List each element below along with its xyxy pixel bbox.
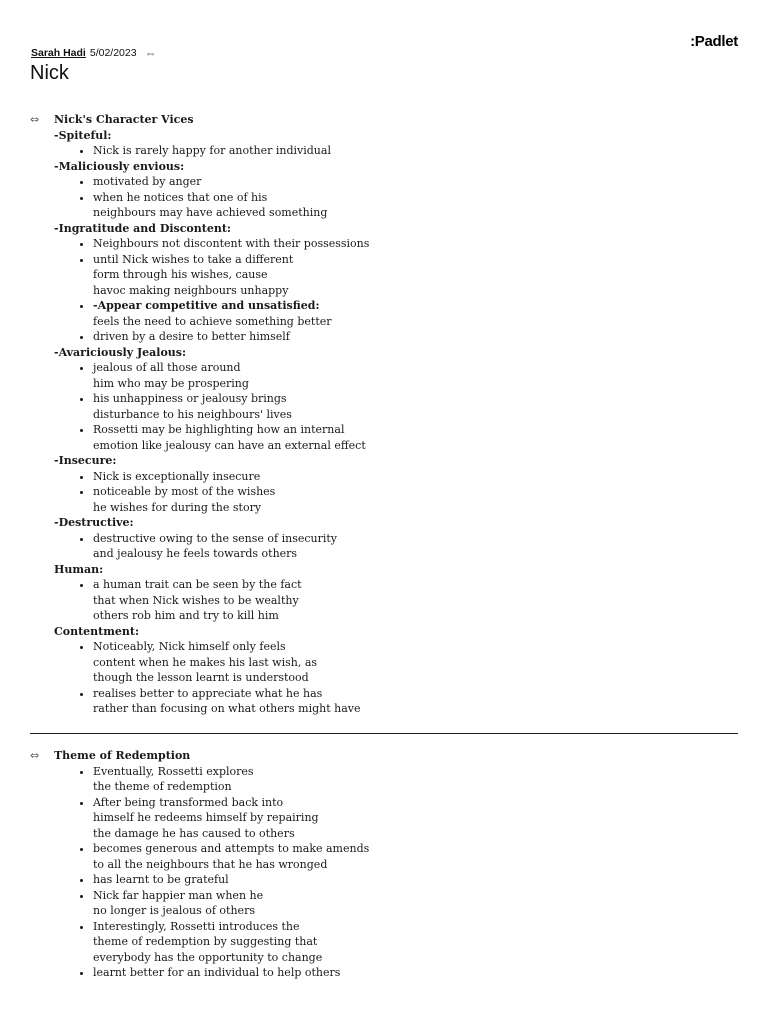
padlet-logo[interactable]: :Padlet	[690, 33, 738, 50]
section-label: Human:	[54, 562, 104, 576]
post-sections	[54, 128, 738, 717]
list-item: • Rossetti may be highlighting how an internal emotion like jealousy can have an external effect	[93, 422, 738, 453]
post-body	[54, 748, 738, 981]
post-character-vices	[30, 112, 738, 717]
bullet-list	[54, 360, 738, 453]
list-item: • until Nick wishes to take a different form through his wishes, cause havoc making neighbours unhappy	[93, 252, 738, 299]
post-heading: Nick's Character Vices	[54, 113, 194, 126]
page-title: Nick	[30, 62, 69, 84]
list-item: • destructive owing to the sense of insecurity and jealousy he feels towards others	[93, 531, 738, 562]
list-item: • Nick far happier man when he no longer is jealous of others	[93, 888, 738, 919]
list-item: • learnt better for an individual to help others	[93, 965, 738, 981]
list-item: • Interestingly, Rossetti introduces the theme of redemption by suggesting that everybody has the opportunity to change	[93, 919, 738, 966]
list-item: • Neighbours not discontent with their possessions	[93, 236, 738, 252]
list-item: • has learnt to be grateful	[93, 872, 738, 888]
list-item: • a human trait can be seen by the fact that when Nick wishes to be wealthy others rob him and try to kill him	[93, 577, 738, 624]
list-item: • Nick is rarely happy for another individual	[93, 143, 738, 159]
bullet-list	[54, 236, 738, 345]
bullet-list	[54, 639, 738, 717]
section-label: -Destructive:	[54, 516, 134, 529]
list-item: • becomes generous and attempts to make amends to all the neighbours that he has wronged	[93, 841, 738, 872]
list-item: • his unhappiness or jealousy brings disturbance to his neighbours' lives	[93, 391, 738, 422]
bullet-list	[54, 469, 738, 516]
list-item-emphasis: -Appear competitive and unsatisfied:	[93, 299, 320, 312]
post-date: 5/02/2023	[89, 47, 137, 59]
list-item: • jealous of all those around him who may be prospering	[93, 360, 738, 391]
list-item: • After being transformed back into himself he redeems himself by repairing the damage he has caused to others	[93, 795, 738, 842]
section-label: -Avariciously Jealous:	[54, 345, 187, 359]
post-meta	[31, 46, 157, 60]
list-item: • motivated by anger	[93, 174, 738, 190]
link-icon[interactable]: ⇔	[30, 113, 40, 126]
section-label: -Ingratitude and Discontent:	[54, 221, 231, 235]
post-body	[54, 112, 738, 717]
list-item: • Noticeably, Nick himself only feels content when he makes his last wish, as though the lesson learnt is understood	[93, 639, 738, 686]
list-item	[93, 298, 738, 329]
list-item: • driven by a desire to better himself	[93, 329, 738, 345]
link-icon[interactable]: ⇔	[30, 749, 40, 762]
bullet-list	[54, 143, 738, 159]
list-item: • Nick is exceptionally insecure	[93, 469, 738, 485]
divider	[30, 733, 738, 734]
list-item: • realises better to appreciate what he has rather than focusing on what others might have	[93, 686, 738, 717]
bullet-list	[54, 174, 738, 221]
list-item: • Eventually, Rossetti explores the theme of redemption	[93, 764, 738, 795]
bullet-list	[54, 531, 738, 562]
section-label: -Maliciously envious:	[54, 159, 185, 173]
bullet-list	[54, 764, 738, 981]
section-label: -Insecure:	[54, 454, 117, 467]
section-label: -Spiteful:	[54, 128, 112, 142]
bullet-list	[54, 577, 738, 624]
list-item: • when he notices that one of his neighbours may have achieved something	[93, 190, 738, 221]
section-label: Contentment:	[54, 624, 140, 638]
link-icon[interactable]: ⇔	[144, 46, 157, 60]
post-theme-of-redemption	[30, 748, 738, 981]
post-heading: Theme of Redemption	[54, 749, 191, 762]
list-item-text: feels the need to achieve something better	[93, 314, 332, 328]
list-item: • noticeable by most of the wishes he wishes for during the story	[93, 484, 738, 515]
author-link[interactable]: Sarah Hadi	[31, 47, 86, 59]
